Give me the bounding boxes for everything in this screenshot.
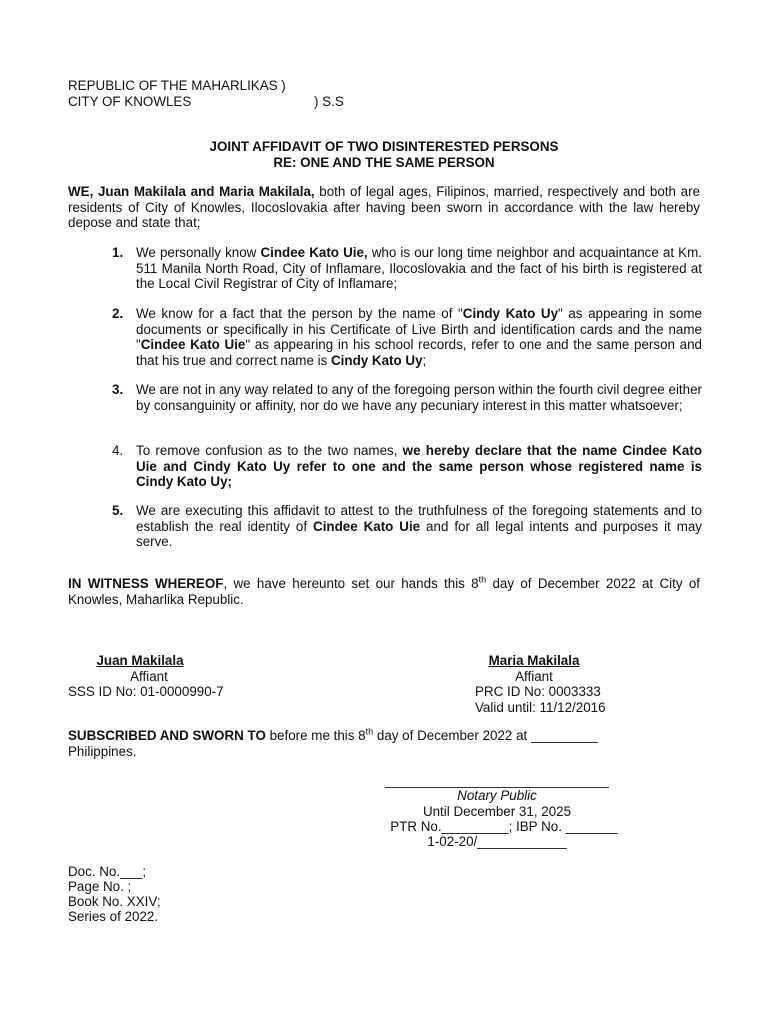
venue-city: CITY OF KNOWLES [68, 94, 192, 109]
registry-page-no: Page No. ; [68, 879, 132, 894]
notary-signature-line: ______________________________ [385, 773, 609, 788]
registry-series: Series of 2022. [68, 909, 159, 924]
registry-doc-no: Doc. No.___; [68, 864, 147, 879]
affiant-valid-until: Valid until: 11/12/2016 [475, 699, 606, 715]
affiant-block-juan [68, 653, 258, 700]
venue-republic: REPUBLIC OF THE MAHARLIKAS ) [68, 78, 286, 93]
notary-commission-until: Until December 31, 2025 [422, 804, 572, 819]
statement-text: We personally know Cindee Kato Uie, who is our long time neighbor and acquaintance at Km. 511 Manila North Road, City of Inflamare, Ilocoslovakia and the fact of his birth is registered at the Local Civil Registrar of City of Inflamare; [136, 245, 702, 291]
registry-book-no: Book No. XXIV; [68, 894, 161, 909]
affiants-intro-bold: WE, Juan Makilala and Maria Makilala, [68, 184, 315, 199]
document-title: JOINT AFFIDAVIT OF TWO DISINTERESTED PERSONS [209, 139, 559, 154]
affiant-role: Affiant [130, 668, 168, 684]
affiant-role: Affiant [515, 668, 553, 684]
jurat-paragraph: SUBSCRIBED AND SWORN TO before me this 8th day of December 2022 at _________ Philippines. [68, 726, 598, 759]
affiant-name: Juan Makilala [96, 653, 184, 668]
statement-number: 2. [112, 306, 124, 321]
affiant-name: Maria Makilala [488, 653, 580, 668]
statement-text: We are executing this affidavit to attest to the truthfulness of the foregoing statements and to establish the real identity of Cindee Kato Uie and for all legal intents and purposes it may serve. [136, 503, 702, 549]
statement-number: 1. [112, 245, 124, 260]
affiant-id: SSS ID No: 01-0000990-7 [68, 684, 224, 699]
intro-paragraph [68, 184, 700, 231]
venue-ss: ) S.S [314, 94, 344, 109]
statement-number: 3. [112, 382, 124, 397]
statement-number: 4. [112, 443, 124, 458]
statement-text: We are not in any way related to any of the foregoing person within the fourth civil degree either by consanguinity or affinity, nor do we have any pecuniary interest in this matter whatsoever; [136, 382, 702, 413]
affiant-id: PRC ID No: 0003333 [475, 684, 601, 699]
witness-paragraph: IN WITNESS WHEREOF, we have hereunto set our hands this 8th day of December 2022 at City of Knowles, Maharlika Republic. [68, 574, 700, 607]
statement-text: We know for a fact that the person by the name of "Cindy Kato Uy" as appearing in some documents or specifically in his Certificate of Live Birth and identification cards and the name "Cindee Kato Uie" as appearing in his school records, refer to one and the same person and that his true and correct name is Cindy Kato Uy; [136, 306, 702, 368]
intro-text: both of legal ages, Filipinos, married, respectively and both are residents of City of Knowles, Ilocoslovakia after having been sworn in accordance with the law hereby depose and state that; [68, 184, 700, 230]
affiant-block-maria [475, 653, 675, 715]
notary-title: Notary Public [457, 788, 537, 803]
statement-text: To remove confusion as to the two names, we hereby declare that the name Cindee Kato Uie and Cindy Kato Uy refer to one and the same person whose registered name is Cindy Kato Uy; [136, 443, 702, 489]
document-subtitle: RE: ONE AND THE SAME PERSON [273, 155, 495, 170]
notary-roll: 1-02-20/____________ [427, 834, 567, 849]
notary-ptr-ibp: PTR No._________; IBP No. _______ [390, 819, 618, 834]
statement-number: 5. [112, 503, 124, 518]
